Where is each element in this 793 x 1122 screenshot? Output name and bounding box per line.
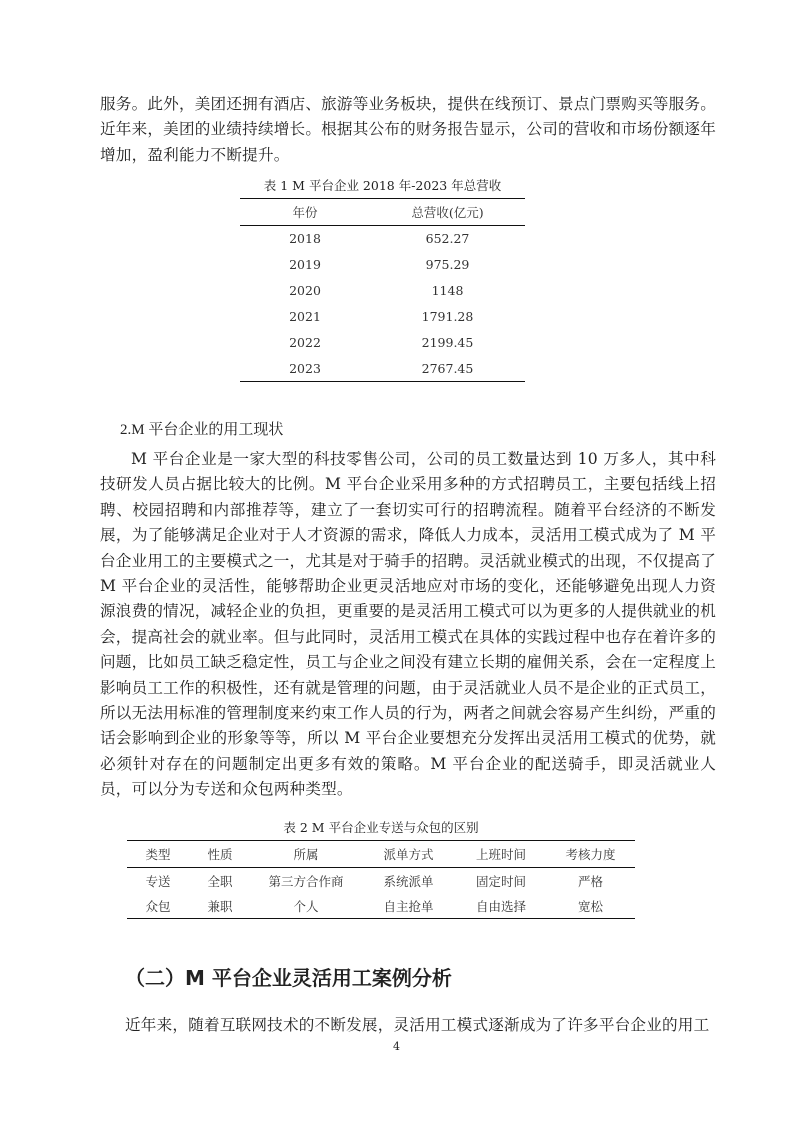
year-cell: 2021 xyxy=(289,309,321,324)
revenue-cell: 1148 xyxy=(431,283,464,298)
table1-header-row xyxy=(240,199,525,226)
cell-type: 众包 xyxy=(145,898,171,914)
page-number: 4 xyxy=(393,1040,400,1053)
table2-caption: 表 2 M 平台企业专送与众包的区别 xyxy=(283,820,479,835)
cell-assessment: 严格 xyxy=(577,873,603,889)
table2-delivery-types xyxy=(127,840,635,919)
cell-affiliation: 第三方合作商 xyxy=(268,873,344,889)
table1-caption: 表 1 M 平台企业 2018 年-2023 年总营收 xyxy=(263,178,502,193)
year-cell: 2019 xyxy=(289,257,321,272)
table-row xyxy=(127,894,635,919)
year-cell: 2018 xyxy=(289,231,321,247)
revenue-cell: 1791.28 xyxy=(421,309,474,324)
cell-dispatch: 系统派单 xyxy=(383,873,434,889)
cell-work-hours: 固定时间 xyxy=(475,873,526,889)
cell-work-hours: 自由选择 xyxy=(475,898,526,914)
revenue-cell: 975.29 xyxy=(425,257,470,272)
year-cell: 2022 xyxy=(289,335,321,350)
table-row xyxy=(240,304,525,330)
table1-header-revenue: 总营收(亿元) xyxy=(411,205,484,220)
header-nature: 性质 xyxy=(207,847,233,862)
cell-nature: 全职 xyxy=(207,873,233,889)
header-type: 类型 xyxy=(145,847,171,862)
table2-header-row xyxy=(127,841,635,868)
revenue-cell: 2199.45 xyxy=(421,335,474,350)
revenue-cell: 2767.45 xyxy=(421,360,474,376)
header-assessment: 考核力度 xyxy=(565,847,616,862)
table-row xyxy=(127,868,635,894)
cell-type: 专送 xyxy=(145,873,171,889)
header-work-hours: 上班时间 xyxy=(475,847,526,862)
section-heading: 2.M 平台企业的用工现状 xyxy=(120,422,284,438)
table-row xyxy=(240,330,525,356)
header-affiliation: 所属 xyxy=(293,847,319,862)
table-row xyxy=(240,356,525,382)
cell-dispatch: 自主抢单 xyxy=(383,898,434,914)
closing-line: 近年来，随着互联网技术的不断发展，灵活用工模式逐渐成为了许多平台企业的用工 xyxy=(125,1016,710,1034)
table-row xyxy=(240,252,525,278)
header-dispatch: 派单方式 xyxy=(383,847,434,862)
year-cell: 2023 xyxy=(289,360,321,376)
table-row xyxy=(240,278,525,304)
revenue-cell: 652.27 xyxy=(425,231,470,247)
table-row xyxy=(240,226,525,252)
year-cell: 2020 xyxy=(289,283,321,298)
cell-nature: 兼职 xyxy=(207,898,233,914)
section-paragraph: M 平台企业是一家大型的科技零售公司，公司的员工数量达到 10 万多人，其中科技研发人员占据比较大的比例。M 平台企业采用多种的方式招聘员工，主要包括线上招聘、校园招聘和内部推荐等，建立了一套切实可行的招聘流程。随着平台经济的不断发展，为了能够满足企业对于人才资源的需求，降低人力成本，灵活用工模式成为了 M 平台企业用工的主要模式之一，尤其是对于骑手的招聘。灵活就业模式的出现，不仅提高了 M 平台企业的灵活性，能够帮助企业更灵活地应对市场的变化，还能够避免出现人力资源浪费的情况，减轻企业的负担，更重要的是灵活用工模式可以为更多的人提供就业的机会，提高社会的就业率。但与此同时，灵活用工模式在具体的实践过程中也存在着许多的问题，比如员工缺乏稳定性，员工与企业之间没有建立长期的雇佣关系，会在一定程度上影响员工工作的积极性，还有就是管理的问题，由于灵活就业人员不是企业的正式员工，所以无法用标准的管理制度来约束工作人员的行为，两者之间就会容易产生纠纷，严重的话会影响到企业的形象等等，所以 M 平台企业要想充分发挥出灵活用工模式的优势，就必须针对存在的问题制定出更多有效的策略。M 平台企业的配送骑手，即灵活就业人员，可以分为专送和众包两种类型。 xyxy=(100,450,716,799)
cell-affiliation: 个人 xyxy=(293,898,319,914)
cell-assessment: 宽松 xyxy=(577,898,603,914)
table1-header-year: 年份 xyxy=(292,205,318,220)
intro-paragraph: 服务。此外，美团还拥有酒店、旅游等业务板块，提供在线预订、景点门票购买等服务。近年来，美团的业绩持续增长。根据其公布的财务报告显示，公司的营收和市场份额逐年增加，盈利能力不断提升。 xyxy=(100,95,716,164)
chapter-heading: （二）M 平台企业灵活用工案例分析 xyxy=(125,966,452,990)
table1-revenue xyxy=(240,198,525,382)
